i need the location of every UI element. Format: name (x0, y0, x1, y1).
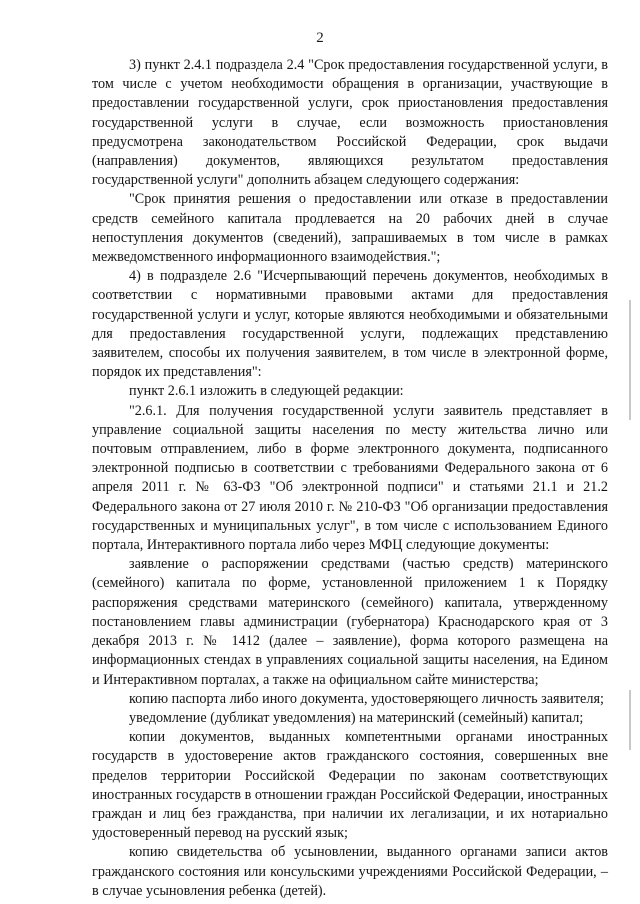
scan-edge-mark (629, 690, 631, 750)
scan-edge-mark (629, 300, 631, 420)
page-number: 2 (316, 30, 324, 46)
paragraph-foreign-documents: копии документов, выданных компетентными органами иностранных государств в удостоверение актов гражданского состояния, совершенных вне пределов территории Российской Федерации по законам соответствующих иностранных государств в отношении граждан Российской Федерации, иностранных граждан и лиц без гражданства, при наличии их легализации, и их нотариально удостоверенный перевод на русский язык; (92, 729, 608, 842)
paragraph-item-4: 4) в подразделе 2.6 "Исчерпывающий перечень документов, необходимых в соответствии с нормативными правовыми актами для предоставления государственной услуги и услуг, которые являются необходимыми и обязательными для предоставления государственной услуги, подлежащих представлению заявителем, способы их получения заявителем, в том числе в электронной форме, порядок их представления": (92, 268, 608, 381)
paragraph-passport-copy: копию паспорта либо иного документа, удостоверяющего личность заявителя; (129, 690, 604, 707)
paragraph-item-3: 3) пункт 2.4.1 подраздела 2.4 "Срок предоставления государственной услуги, в том числе с учетом необходимости обращения в организации, участвующие в предоставлении государственной услуги, срок приостановления предоставления государственной услуги в случае, если возможность приостановления предусмотрена законодательством Российской Федерации, срок выдачи (направления) документов, являющихся результатом предоставления государственной услуги" дополнить абзацем следующего содержания: (92, 57, 608, 189)
document-body (92, 56, 608, 901)
paragraph-adoption-certificate: копию свидетельства об усыновлении, выданного органами записи актов гражданского состояния или консульскими учреждениями Российской Федерации, – в случае усыновления ребенка (детей). (92, 844, 608, 899)
paragraph-application: заявление о распоряжении средствами (частью средств) материнского (семейного) капитала по форме, установленной приложением 1 к Порядку распоряжения средствами материнского (семейного) капитала, утвержденному постановлением главы администрации (губернатора) Краснодарского края от 3 декабря 2013 г. № 1412 (далее – заявление), форма которого размещена на информационных стендах в управлениях социальной защиты населения, на Едином и Интерактивном порталах, а также на официальном сайте министерства; (92, 556, 608, 688)
paragraph-clause-2-6-1-intro: пункт 2.6.1 изложить в следующей редакции: (129, 383, 404, 400)
paragraph-deadline-extension: "Срок принятия решения о предоставлении или отказе в предоставлении средств семейного капитала продлевается на 20 рабочих дней в случае непоступления документов (сведений), запрашиваемых в том числе в рамках межведомственного информационного взаимодействия."; (92, 191, 608, 266)
paragraph-clause-2-6-1: "2.6.1. Для получения государственной услуги заявитель представляет в управление социальной защиты населения по месту жительства лично или почтовым отправлением, либо в форме электронного документа, подписанного электронной подписью в соответствии с требованиями Федерального закона от 6 апреля 2011 г. № 63-ФЗ "Об электронной подписи" и статьями 21.1 и 21.2 Федерального закона от 27 июля 2010 г. № 210-ФЗ "Об организации предоставления государственных и муниципальных услуг", в том числе с использованием Единого портала, Интерактивного портала либо через МФЦ следующие документы: (92, 402, 608, 554)
paragraph-notification: уведомление (дубликат уведомления) на материнский (семейный) капитал; (129, 709, 584, 726)
